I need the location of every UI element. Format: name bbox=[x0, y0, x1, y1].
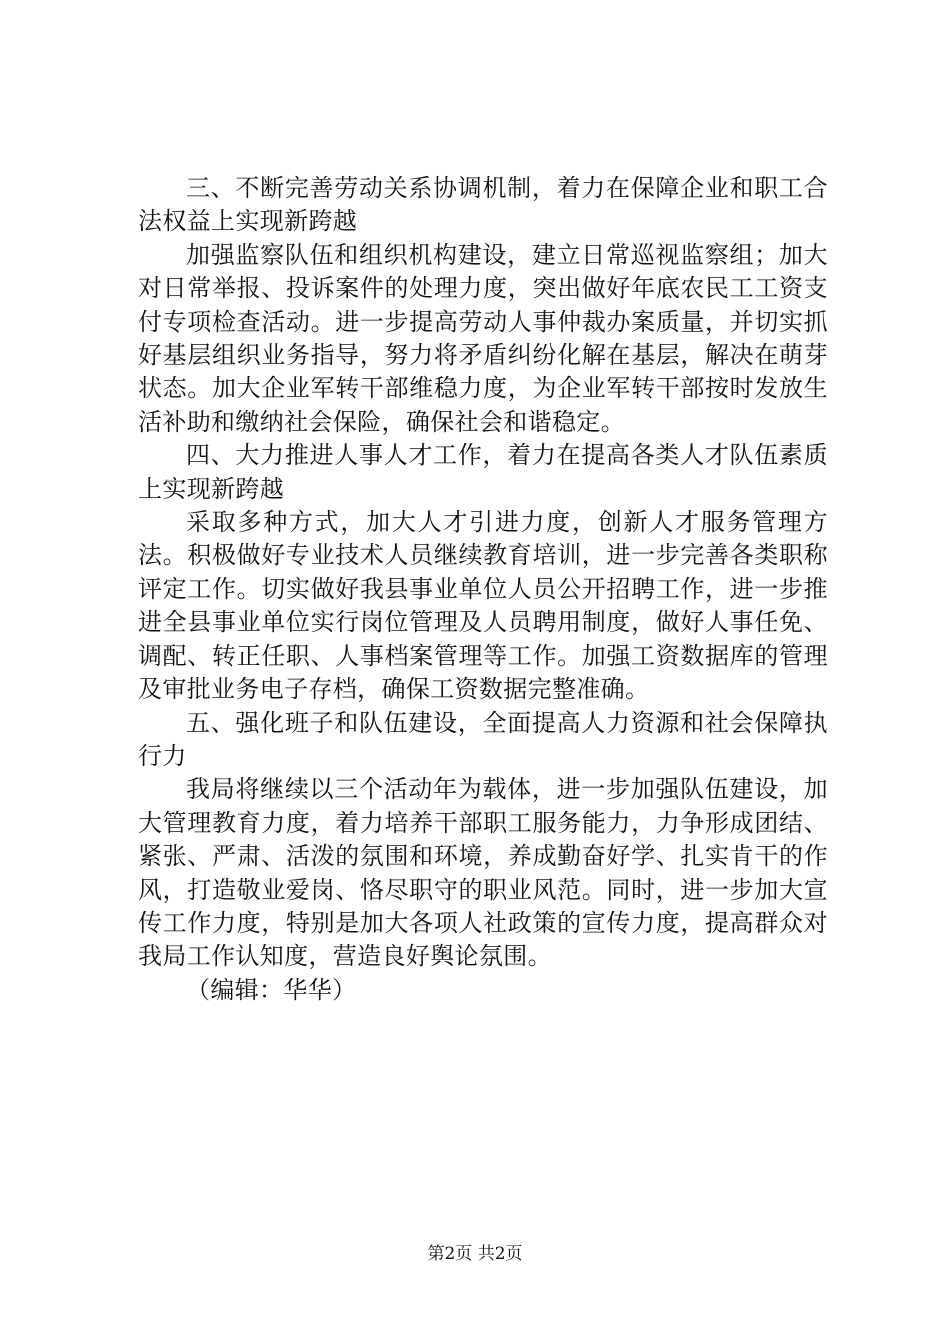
page-number-footer: 第2页 共2页 bbox=[427, 1244, 523, 1264]
section-heading-3: 三、不断完善劳动关系协调机制，着力在保障企业和职工合法权益上实现新跨越 bbox=[138, 174, 828, 236]
section-heading-4: 四、大力推进人事人才工作，着力在提高各类人才队伍素质上实现新跨越 bbox=[138, 441, 828, 503]
body-paragraph-4: 采取多种方式，加大人才引进力度，创新人才服务管理方法。积极做好专业技术人员继续教育培训，进一步完善各类职称评定工作。切实做好我县事业单位人员公开招聘工作，进一步推进全县事业单位实行岗位管理及人员聘用制度，做好人事任免、调配、转正任职、人事档案管理等工作。加强工资数据库的管理及审批业务电子存档，确保工资数据完整准确。 bbox=[138, 508, 828, 704]
editor-credit: （编辑：华华） bbox=[186, 975, 357, 1004]
section-heading-5: 五、强化班子和队伍建设，全面提高人力资源和社会保障执行力 bbox=[138, 708, 828, 770]
body-paragraph-5: 我局将继续以三个活动年为载体，进一步加强队伍建设，加大管理教育力度，着力培养干部职工服务能力，力争形成团结、紧张、严肃、活泼的氛围和环境，养成勤奋好学、扎实肯干的作风，打造敬业爱岗、恪尽职守的职业风范。同时，进一步加大宣传工作力度，特别是加大各项人社政策的宣传力度，提高群众对我局工作认知度，营造良好舆论氛围。 bbox=[138, 775, 828, 971]
document-body bbox=[138, 172, 828, 1007]
body-paragraph-3: 加强监察队伍和组织机构建设，建立日常巡视监察组；加大对日常举报、投诉案件的处理力度，突出做好年底农民工工资支付专项检查活动。进一步提高劳动人事仲裁办案质量，并切实抓好基层组织业务指导，努力将矛盾纠纷化解在基层，解决在萌芽状态。加大企业军转干部维稳力度，为企业军转干部按时发放生活补助和缴纳社会保险，确保社会和谐稳定。 bbox=[138, 240, 828, 436]
